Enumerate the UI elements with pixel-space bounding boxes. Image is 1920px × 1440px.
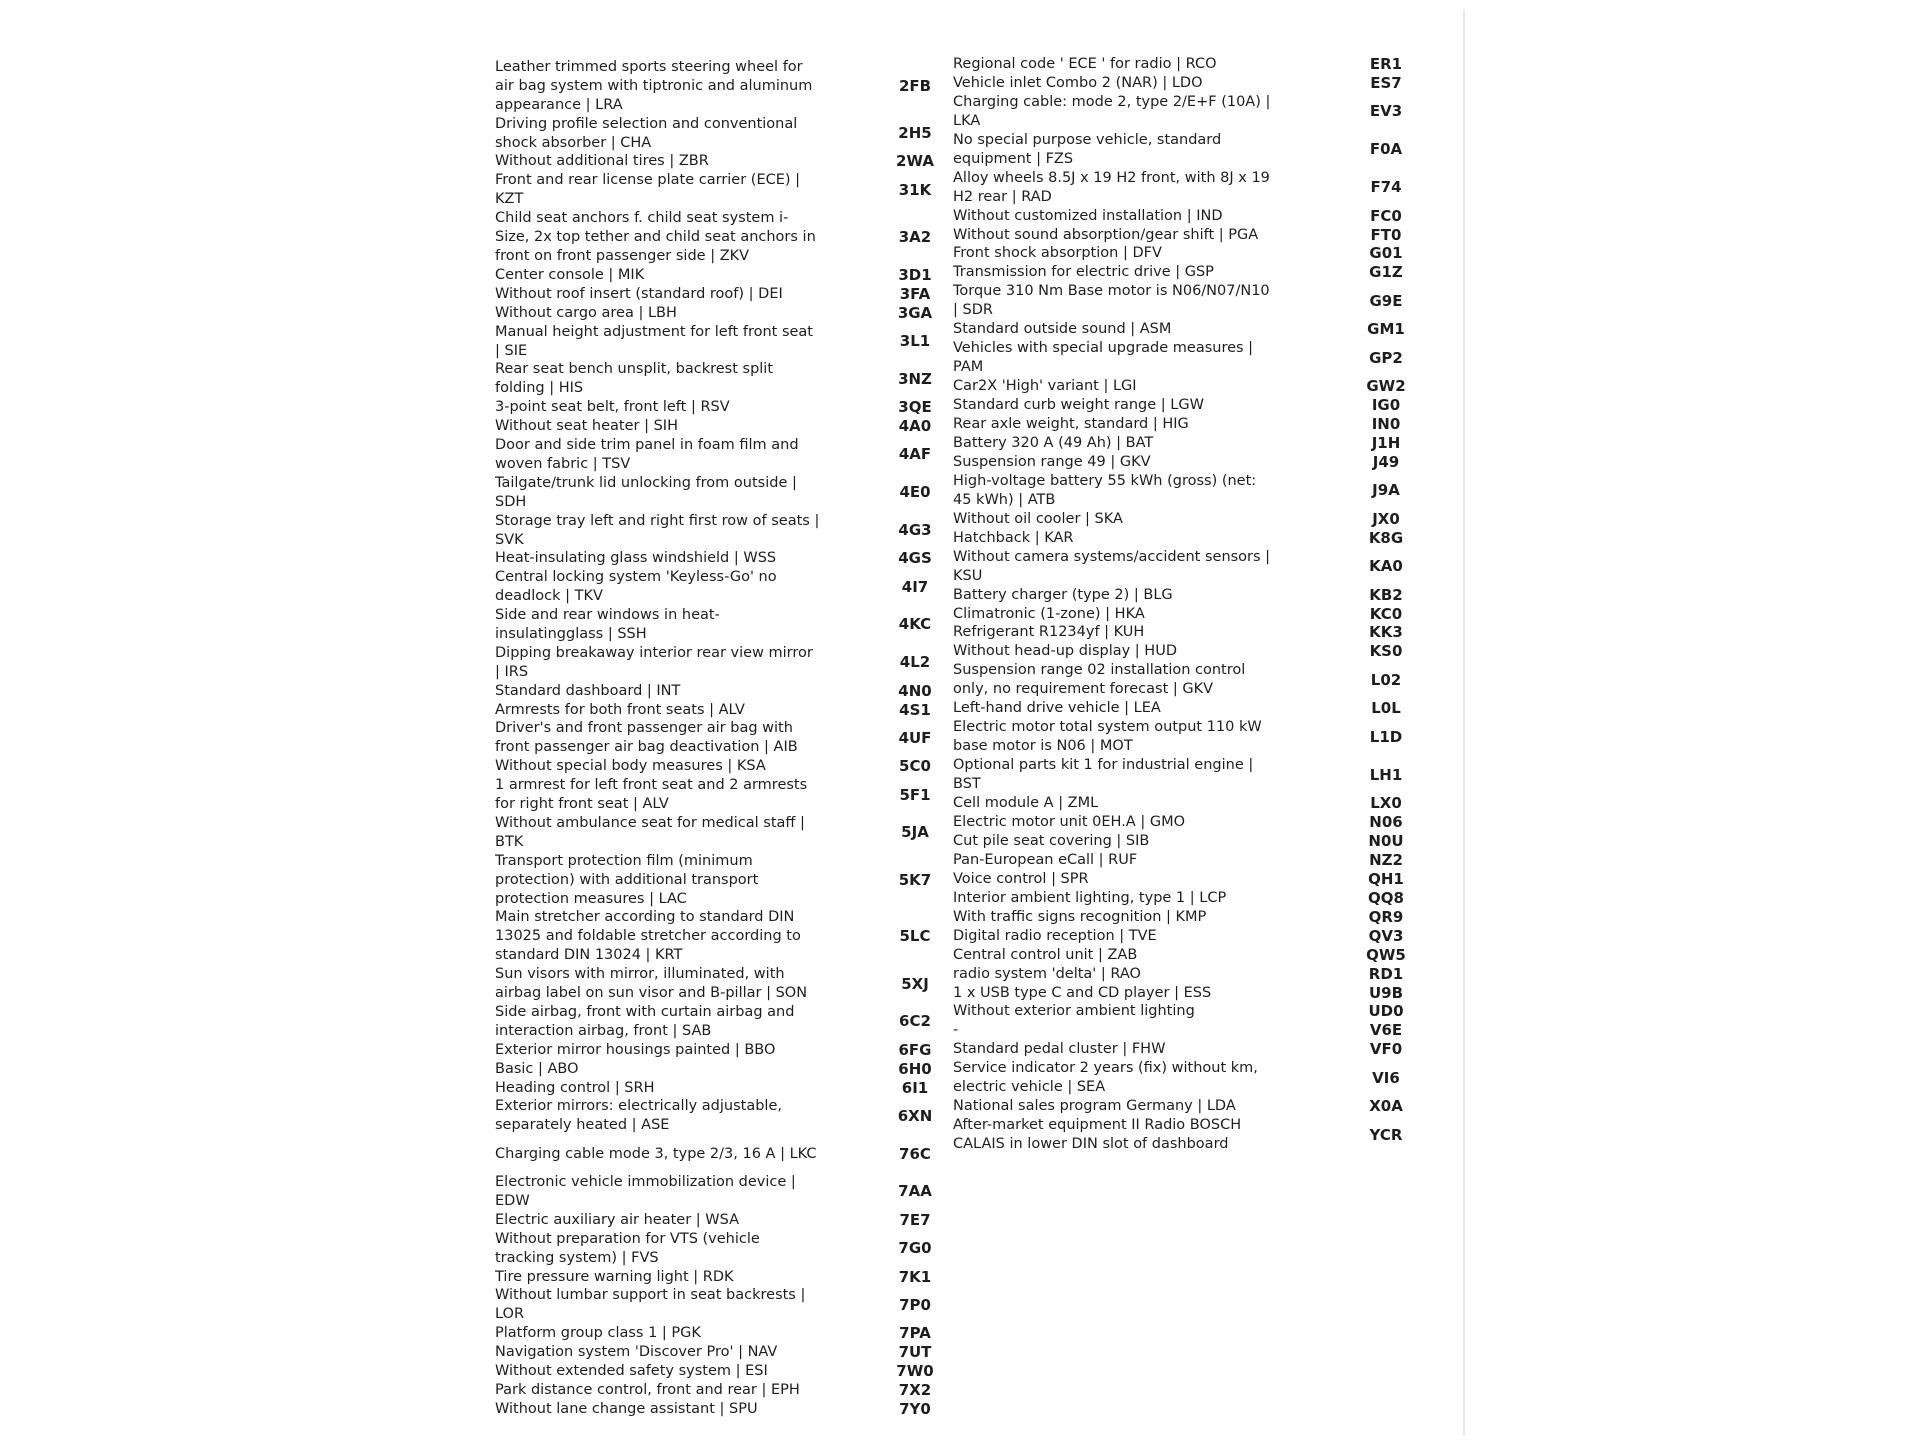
list-item: [495, 720, 932, 758]
option-code: GP2: [1369, 348, 1403, 367]
list-item: [953, 396, 1401, 415]
list-item: [495, 852, 932, 909]
list-item: [495, 1210, 931, 1230]
option-description: Rear seat bench unsplit, backrest split folding | HIS: [495, 361, 774, 397]
list-item: [953, 1002, 1404, 1022]
option-code: 5K7: [898, 870, 932, 889]
list-item: [953, 206, 1402, 226]
option-description: Tire pressure warning light | RDK: [495, 1268, 734, 1285]
option-description: With traffic signs recognition | KMP: [953, 908, 1207, 925]
list-item: [953, 945, 1406, 965]
option-description: After-market equipment II Radio BOSCH CALAIS in lower DIN slot of dashboard: [953, 1117, 1242, 1153]
option-code: QR9: [1368, 907, 1404, 926]
option-description: Vehicle inlet Combo 2 (NAR) | LDO: [953, 74, 1203, 91]
option-description: Left-hand drive vehicle | LEA: [953, 700, 1161, 717]
list-item: [953, 964, 1404, 984]
list-item: [495, 1380, 932, 1400]
option-description: Service indicator 2 years (fix) without km, electric vehicle | SEA: [953, 1060, 1258, 1096]
option-description: Heat-insulating glass windshield | WSS: [495, 550, 777, 567]
option-code: J9A: [1372, 481, 1400, 500]
option-description: Dipping breakaway interior rear view mirror | IRS: [495, 644, 813, 680]
option-code: 4N0: [898, 681, 932, 700]
list-item: [953, 812, 1403, 832]
option-code: 7K1: [898, 1267, 932, 1286]
option-code: 7G0: [898, 1239, 932, 1258]
list-item: [953, 604, 1403, 624]
option-code: 4A0: [898, 417, 932, 436]
list-item: [953, 1059, 1400, 1097]
option-description: Front shock absorption | DFV: [953, 245, 1162, 262]
option-description: Without roof insert (standard roof) | DEI: [495, 285, 783, 302]
option-code: G9E: [1369, 291, 1403, 310]
list-item: [495, 115, 932, 153]
option-code: QV3: [1368, 926, 1404, 945]
option-code: 5LC: [899, 927, 931, 946]
option-code: 4GS: [898, 549, 932, 568]
list-item: [953, 415, 1401, 434]
option-code: IN0: [1371, 415, 1401, 434]
option-description: Without sound absorption/gear shift | PGA: [953, 226, 1259, 243]
list-item: [953, 907, 1404, 927]
option-description: Voice control | SPR: [953, 870, 1089, 887]
list-item: [953, 339, 1403, 377]
option-code: KC0: [1369, 604, 1403, 623]
list-item: [495, 323, 931, 361]
option-code: 7W0: [896, 1362, 934, 1381]
list-item: [495, 1287, 931, 1325]
list-item: [953, 888, 1404, 908]
option-code: 5C0: [899, 757, 931, 776]
option-description: Door and side trim panel in foam film and woven fabric | TSV: [495, 436, 799, 472]
list-item: [495, 1078, 929, 1098]
option-code: L02: [1370, 670, 1402, 689]
list-item: [953, 282, 1403, 320]
option-code: F74: [1370, 178, 1402, 197]
list-item: [953, 642, 1403, 661]
option-description: Without customized installation | IND: [953, 207, 1223, 224]
option-description: Without cargo area | LBH: [495, 304, 677, 321]
list-item: [495, 1098, 933, 1136]
list-item: [495, 1059, 932, 1079]
option-code: KK3: [1369, 623, 1403, 642]
list-item: [495, 644, 931, 682]
option-description: Standard curb weight range | LGW: [953, 397, 1204, 414]
list-item: [495, 1230, 932, 1268]
list-item: [953, 509, 1400, 529]
option-description: Standard pedal cluster | FHW: [953, 1041, 1166, 1058]
list-item: [495, 1399, 931, 1419]
option-description: Standard dashboard | INT: [495, 682, 681, 699]
list-item: [495, 58, 932, 115]
list-item: [953, 623, 1403, 643]
option-code: QH1: [1368, 869, 1404, 888]
option-code: 4L2: [899, 653, 931, 672]
list-item: [953, 756, 1403, 794]
list-item: [953, 320, 1405, 339]
option-description: Electric motor unit 0EH.A | GMO: [953, 813, 1185, 830]
option-description: Climatronic (1-zone) | HKA: [953, 605, 1145, 622]
option-code: N06: [1369, 812, 1403, 831]
list-item: [953, 528, 1404, 548]
option-code: J1H: [1371, 433, 1401, 452]
list-item: [495, 417, 932, 436]
list-item: [495, 284, 931, 304]
option-description: Exterior mirrors: electrically adjustable, separately heated | ASE: [495, 1098, 782, 1134]
option-description: Alloy wheels 8.5J x 19 H2 front, with 8J x 19 H2 rear | RAD: [953, 169, 1270, 205]
list-item: [495, 965, 929, 1003]
option-code: 31K: [898, 180, 932, 199]
option-description: Cell module A | ZML: [953, 795, 1099, 812]
list-item: [495, 512, 932, 550]
list-item: [953, 263, 1403, 282]
option-description: Cut pile seat covering | SIB: [953, 832, 1150, 849]
option-description: -: [953, 1022, 959, 1039]
list-item: [953, 794, 1402, 813]
list-item: [495, 1324, 931, 1343]
option-description: Without seat heater | SIH: [495, 418, 678, 435]
option-code: VI6: [1372, 1068, 1400, 1087]
option-description: Side and rear windows in heat-insulatingglass | SSH: [495, 607, 720, 642]
option-code: 4UF: [898, 728, 932, 747]
option-description: 1 armrest for left front seat and 2 armrests for right front seat | ALV: [495, 777, 808, 813]
option-description: Digital radio reception | TVE: [953, 927, 1157, 944]
option-description: Without additional tires | ZBR: [495, 153, 709, 170]
list-item: [495, 568, 929, 606]
option-description: Central control unit | ZAB: [953, 946, 1138, 963]
list-item: [495, 1135, 931, 1173]
list-item: [953, 548, 1403, 586]
option-code: KB2: [1369, 585, 1403, 604]
list-item: [953, 850, 1403, 870]
list-item: [495, 776, 931, 814]
option-code: QW5: [1366, 945, 1406, 964]
list-item: [495, 700, 931, 720]
option-code: 2WA: [896, 152, 934, 171]
option-description: Electric motor total system output 110 kW base motor is N06 | MOT: [953, 719, 1262, 755]
option-description: Standard outside sound | ASM: [953, 321, 1172, 338]
option-description: Park distance control, front and rear | EPH: [495, 1381, 800, 1398]
option-code: NZ2: [1369, 850, 1403, 869]
option-code: YCR: [1369, 1125, 1403, 1144]
list-item: [953, 1040, 1403, 1059]
list-item: [495, 171, 932, 209]
option-description: Armrests for both front seats | ALV: [495, 701, 745, 718]
option-description: Transport protection film (minimum protection) with additional transport protection measures | LAC: [495, 852, 759, 907]
option-description: Without camera systems/accident sensors | KSU: [953, 548, 1271, 584]
option-description: 3-point seat belt, front left | RSV: [495, 399, 730, 416]
option-code: F0A: [1369, 140, 1403, 159]
option-description: Navigation system 'Discover Pro' | NAV: [495, 1344, 778, 1361]
list-item: [495, 549, 932, 568]
option-code: K8G: [1368, 528, 1404, 547]
option-code: ER1: [1369, 54, 1403, 73]
option-description: Suspension range 49 | GKV: [953, 453, 1151, 470]
list-item: [495, 474, 931, 512]
list-item: [495, 606, 932, 644]
option-code: 3NZ: [898, 369, 932, 388]
option-code: JX0: [1372, 509, 1400, 528]
option-code: 7E7: [899, 1210, 931, 1229]
option-code: 6I1: [901, 1078, 929, 1097]
option-description: Vehicles with special upgrade measures | PAM: [953, 340, 1254, 376]
option-code: 7X2: [898, 1380, 932, 1399]
list-item: [953, 131, 1403, 169]
list-item: [953, 585, 1403, 605]
option-description: Interior ambient lighting, type 1 | LCP: [953, 889, 1227, 906]
option-description: Battery charger (type 2) | BLG: [953, 586, 1173, 603]
list-item: [495, 757, 931, 776]
list-item: [953, 73, 1402, 93]
option-code: 3D1: [898, 265, 932, 284]
option-description: Charging cable mode 3, type 2/3, 16 A | LKC: [495, 1145, 817, 1162]
option-code: 6C2: [899, 1012, 931, 1031]
list-item: [953, 225, 1402, 245]
option-description: Hatchback | KAR: [953, 529, 1074, 546]
option-description: Central locking system 'Keyless-Go' no deadlock | TKV: [495, 569, 777, 605]
list-item: [953, 377, 1406, 396]
option-code: 76C: [899, 1144, 931, 1163]
option-code: 2FB: [898, 76, 932, 95]
list-item: [495, 265, 932, 285]
option-code: 3L1: [899, 331, 931, 350]
option-code: 2H5: [898, 124, 932, 143]
option-description: Without exterior ambient lighting: [953, 1003, 1195, 1020]
option-description: Without head-up display | HUD: [953, 643, 1177, 660]
option-code: FC0: [1370, 206, 1402, 225]
option-code: 4KC: [898, 615, 932, 634]
option-code: 7PA: [899, 1324, 931, 1343]
option-description: Manual height adjustment for left front seat | SIE: [495, 323, 813, 359]
option-code: VF0: [1369, 1040, 1403, 1059]
list-item: [495, 303, 933, 323]
option-code: 3A2: [898, 228, 932, 247]
option-code: N0U: [1368, 831, 1404, 850]
option-description: Side airbag, front with curtain airbag and interaction airbag, front | SAB: [495, 1003, 795, 1039]
option-description: Without oil cooler | SKA: [953, 510, 1123, 527]
option-code: X0A: [1369, 1097, 1403, 1116]
option-code: 7AA: [898, 1182, 932, 1201]
list-item: [495, 1267, 932, 1287]
option-description: National sales program Germany | LDA: [953, 1098, 1236, 1115]
option-code: 3QE: [898, 398, 932, 417]
option-description: Electric auxiliary air heater | WSA: [495, 1211, 740, 1228]
option-description: Without ambulance seat for medical staff | BTK: [495, 814, 805, 850]
option-code: 4S1: [899, 700, 931, 719]
list-item: [953, 1097, 1403, 1116]
option-code: EV3: [1369, 102, 1403, 121]
option-description: Without extended safety system | ESI: [495, 1363, 768, 1380]
option-code: QQ8: [1368, 888, 1404, 907]
option-description: Refrigerant R1234yf | KUH: [953, 624, 1145, 641]
option-code: UD0: [1368, 1002, 1404, 1021]
option-code: 4I7: [901, 577, 929, 596]
option-code: V6E: [1369, 1021, 1403, 1040]
option-description: radio system 'delta' | RAO: [953, 965, 1141, 982]
option-description: Driver's and front passenger air bag with front passenger air bag deactivation | AIB: [495, 720, 798, 756]
option-description: Without lumbar support in seat backrests | LOR: [495, 1287, 806, 1323]
option-code: 6H0: [898, 1059, 932, 1078]
option-code: ES7: [1370, 73, 1402, 92]
option-code: 4E0: [899, 483, 931, 502]
option-description: Child seat anchors f. child seat system i-Size, 2x top tether and child seat anchors in front on front passenger side | ZKV: [495, 210, 816, 265]
option-code: 4AF: [898, 445, 932, 464]
option-description: Storage tray left and right first row of seats | SVK: [495, 512, 820, 548]
option-description: Front and rear license plate carrier (ECE) | KZT: [495, 172, 801, 208]
option-description: Transmission for electric drive | GSP: [953, 264, 1214, 281]
option-description: Battery 320 A (49 Ah) | BAT: [953, 434, 1154, 451]
option-description: Torque 310 Nm Base motor is N06/N07/N10 | SDR: [953, 283, 1270, 319]
option-description: Pan-European eCall | RUF: [953, 851, 1138, 868]
option-code: IG0: [1371, 396, 1401, 415]
option-description: Regional code ' ECE ' for radio | RCO: [953, 55, 1217, 72]
option-code: 3GA: [897, 303, 933, 322]
list-item: [495, 681, 932, 701]
list-item: [953, 661, 1402, 699]
option-description: Tailgate/trunk lid unlocking from outside | SDH: [495, 474, 797, 510]
list-item: [953, 93, 1403, 131]
option-code: GW2: [1366, 377, 1406, 396]
option-description: Without preparation for VTS (vehicle tracking system) | FVS: [495, 1230, 760, 1266]
option-description: Heading control | SRH: [495, 1079, 655, 1096]
list-item: [953, 1116, 1403, 1154]
option-description: Suspension range 02 installation control only, no requirement forecast | GKV: [953, 662, 1246, 698]
option-code: J49: [1372, 452, 1400, 471]
list-item: [495, 398, 932, 417]
option-code: RD1: [1368, 964, 1404, 983]
option-description: Sun visors with mirror, illuminated, with airbag label on sun visor and B-pillar | SON: [495, 966, 808, 1002]
list-item: [953, 983, 1404, 1003]
option-description: Car2X 'High' variant | LGI: [953, 378, 1137, 395]
option-code: 4G3: [898, 520, 932, 539]
option-code: 7P0: [899, 1295, 931, 1314]
option-code: 5XJ: [901, 974, 929, 993]
option-code: L1D: [1369, 727, 1403, 746]
option-description: Without lane change assistant | SPU: [495, 1400, 758, 1417]
option-code: 6FG: [898, 1040, 932, 1059]
option-code: LH1: [1369, 765, 1403, 784]
list-item: [953, 869, 1404, 889]
option-code: U9B: [1368, 983, 1404, 1002]
list-item: [953, 54, 1403, 74]
option-description: Electronic vehicle immobilization device | EDW: [495, 1174, 796, 1209]
list-item: [953, 452, 1400, 472]
page-edge-line: [1463, 10, 1465, 1435]
option-description: Driving profile selection and conventional shock absorber | CHA: [495, 115, 798, 151]
option-description: High-voltage battery 55 kWh (gross) (net: 45 kWh) | ATB: [953, 472, 1257, 508]
option-description: No special purpose vehicle, standard equipment | FZS: [953, 131, 1222, 167]
option-description: Charging cable: mode 2, type 2/E+F (10A) | LKA: [953, 93, 1271, 129]
option-description: Basic | ABO: [495, 1060, 579, 1077]
option-code: KS0: [1369, 642, 1403, 661]
option-code: KA0: [1369, 557, 1403, 576]
list-item: [495, 1040, 932, 1060]
list-item: [953, 831, 1404, 851]
list-item: [495, 909, 931, 966]
list-item: [495, 152, 934, 172]
list-item: [495, 360, 932, 398]
list-item: [495, 1003, 931, 1041]
option-description: Optional parts kit 1 for industrial engine | BST: [953, 757, 1254, 793]
option-code: 5JA: [901, 823, 929, 842]
list-item: [495, 1173, 932, 1211]
option-code: L0L: [1371, 699, 1401, 718]
option-code: 3FA: [899, 284, 931, 303]
list-item: [495, 1362, 934, 1381]
option-code: GM1: [1367, 320, 1405, 339]
option-description: Leather trimmed sports steering wheel for air bag system with tiptronic and aluminum appearance | LRA: [495, 58, 813, 113]
list-item: [953, 926, 1404, 946]
option-description: Exterior mirror housings painted | BBO: [495, 1041, 776, 1058]
option-description: Center console | MIK: [495, 266, 645, 283]
option-description: Main stretcher according to standard DIN 13025 and foldable stretcher according to standard DIN 13024 | KRT: [495, 909, 801, 964]
list-item: [953, 699, 1401, 718]
list-item: [953, 718, 1403, 756]
option-code: LX0: [1370, 794, 1402, 813]
option-code: 5F1: [899, 785, 931, 804]
list-item: [953, 472, 1400, 510]
option-description: Platform group class 1 | PGK: [495, 1325, 701, 1342]
list-item: [953, 433, 1401, 453]
option-code: 7Y0: [899, 1399, 931, 1418]
list-item: [495, 1343, 932, 1362]
option-description: Without special body measures | KSA: [495, 758, 766, 775]
option-code: G1Z: [1369, 263, 1403, 282]
option-code: FT0: [1370, 225, 1402, 244]
option-code: 6XN: [897, 1106, 933, 1125]
list-item: [495, 436, 932, 474]
list-item: [495, 814, 929, 852]
list-item: [953, 1021, 1403, 1040]
option-description: Rear axle weight, standard | HIG: [953, 416, 1189, 433]
option-code: 7UT: [898, 1343, 932, 1362]
list-item: [953, 244, 1403, 264]
list-item: [495, 209, 932, 266]
option-code: G01: [1369, 244, 1403, 263]
list-item: [953, 169, 1402, 207]
option-description: 1 x USB type C and CD player | ESS: [953, 984, 1212, 1001]
